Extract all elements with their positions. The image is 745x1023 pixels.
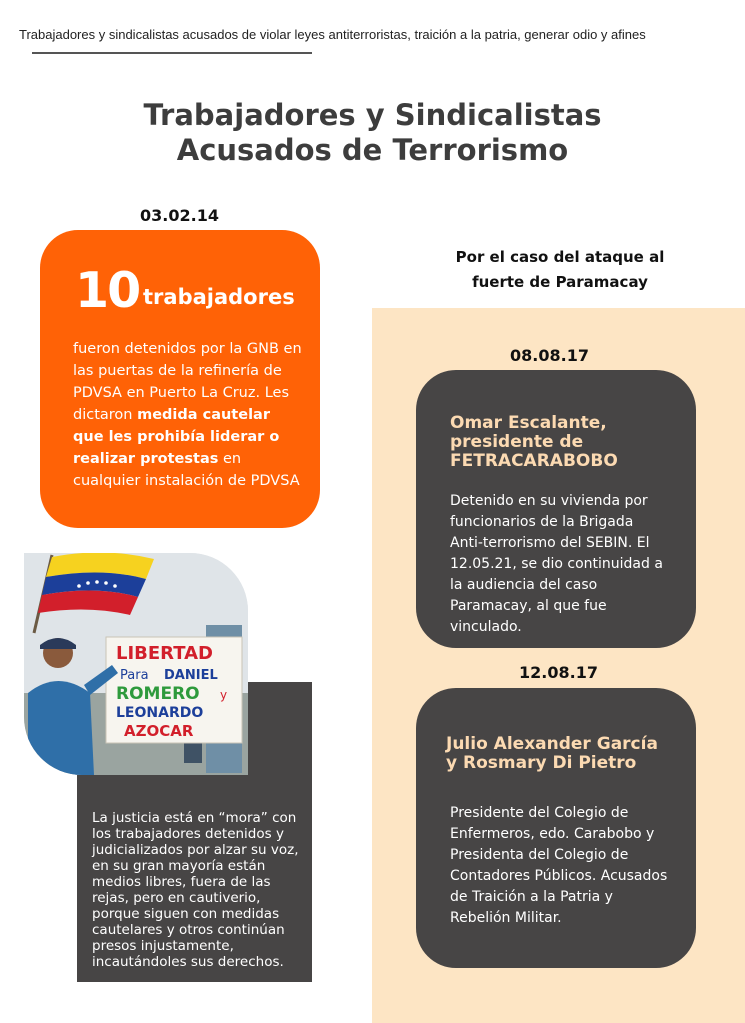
header-divider xyxy=(32,52,312,54)
justice-text: La justicia está en “mora” con los trabajadores detenidos y judicializados por alzar su voz, en su gran mayoría están medios libres, fuera de las rejas, pero en cautiverio, porque siguen con medidas cautelares y otros continúan presos injustamente, incautándoles sus derechos. xyxy=(92,810,299,970)
banner-word-7: AZOCAR xyxy=(124,722,194,740)
title-line-1: Trabajadores y Sindicalistas xyxy=(143,98,602,132)
julio-card-body: Presidente del Colegio de Enfermeros, edo. Carabobo y Presidenta del Colegio de Contadores Públicos. Acusados de Traición a la Patria y Rebelión Militar. xyxy=(450,805,668,926)
omar-card-body: Detenido en su vivienda por funcionarios de la Brigada Anti-terrorismo del SEBIN. El 12.05.21, se dio continuidad a la audiencia del caso Paramacay, al que fue vinculado. xyxy=(450,493,663,635)
protest-photo-illustration xyxy=(24,553,248,775)
subtitle-line-2: fuerte de Paramacay xyxy=(472,273,648,291)
paramacay-subtitle xyxy=(430,245,690,295)
header-caption: Trabajadores y sindicalistas acusados de violar leyes antiterroristas, traición a la patria, generar odio y afines xyxy=(19,27,646,42)
event-date-2: 08.08.17 xyxy=(510,346,589,365)
protest-photo xyxy=(24,553,248,775)
orange-text-part-1: fueron detenidos por la GNB en las puertas de la refinería de PDVSA en Puerto La Cruz. Les dictaron xyxy=(73,341,302,423)
title-line-2: Acusados de Terrorismo xyxy=(176,133,569,167)
julio-title-line-1: Julio Alexander García xyxy=(446,734,658,754)
omar-card-title xyxy=(450,414,670,471)
orange-text-part-2: en cualquier instalación de PDVSA xyxy=(73,451,300,489)
event-date-1: 03.02.14 xyxy=(140,206,219,225)
detained-count: 10 xyxy=(75,262,140,319)
banner-word-3: DANIEL xyxy=(164,668,218,683)
omar-title-line-2: presidente de xyxy=(450,432,584,452)
banner-word-5: y xyxy=(220,688,228,702)
omar-title-line-3: FETRACARABOBO xyxy=(450,451,618,471)
orange-card-text xyxy=(73,338,305,492)
detained-count-label: trabajadores xyxy=(143,285,295,309)
omar-title-line-1: Omar Escalante, xyxy=(450,413,607,433)
banner-word-6: LEONARDO xyxy=(116,705,204,721)
banner-word-4: ROMERO xyxy=(116,684,200,704)
julio-title-line-2: y Rosmary Di Pietro xyxy=(446,753,637,773)
julio-card-title xyxy=(446,735,686,773)
subtitle-line-1: Por el caso del ataque al xyxy=(455,248,665,266)
banner-word-1: LIBERTAD xyxy=(116,643,213,664)
event-date-3: 12.08.17 xyxy=(519,663,598,682)
banner-word-2: Para xyxy=(120,668,149,683)
orange-text-bold: medida cautelar que les prohibía liderar o realizar protestas xyxy=(73,407,280,467)
page-title xyxy=(0,98,745,168)
